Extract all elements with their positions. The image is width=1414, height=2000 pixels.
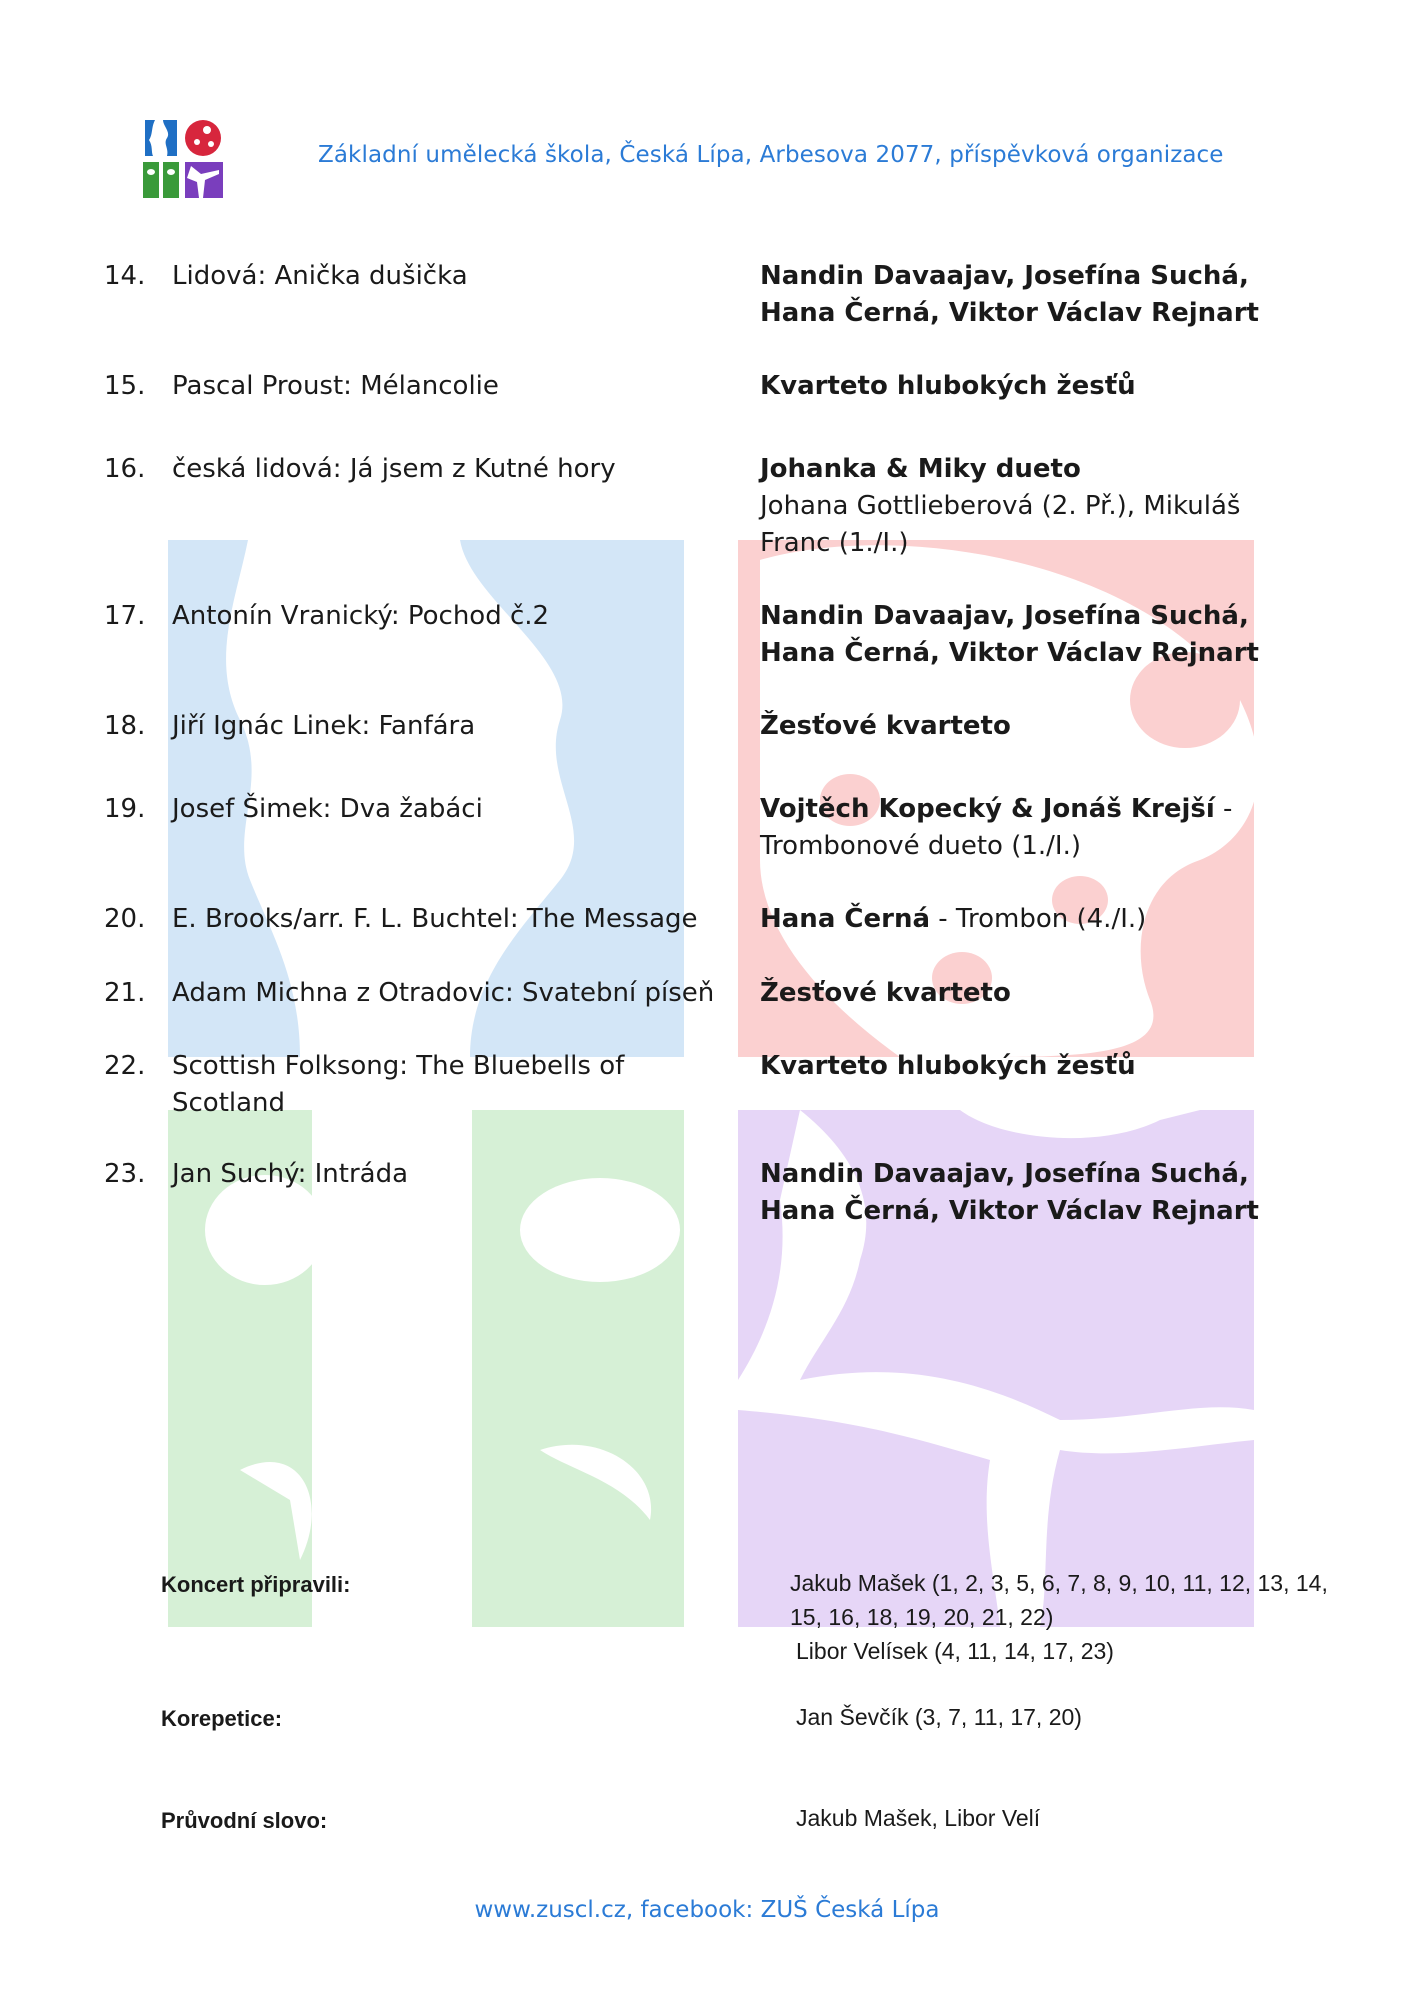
performer-name: Žesťové kvarteto — [760, 711, 1011, 741]
item-performers — [760, 791, 1280, 865]
item-number: 17. — [104, 601, 146, 631]
item-title: Adam Michna z Otradovic: Svatební píseň — [172, 978, 715, 1008]
item-title: E. Brooks/arr. F. L. Buchtel: The Message — [172, 904, 698, 934]
item-performers — [760, 708, 1280, 745]
credit-label-host: Průvodní slovo: — [161, 1808, 328, 1833]
item-number: 18. — [104, 711, 146, 741]
item-number: 21. — [104, 978, 146, 1008]
performer-name: Nandin Davaajav, Josefína Suchá, Hana Černá, Viktor Václav Rejnart — [760, 261, 1259, 328]
item-performers — [760, 901, 1280, 938]
credit-value-line: Libor Velísek (4, 11, 14, 17, 23) — [796, 1638, 1114, 1664]
item-title: česká lidová: Já jsem z Kutné hory — [172, 454, 616, 484]
credit-value-line: Jakub Mašek (1, 2, 3, 5, 6, 7, 8, 9, 10, 11, 12, 13, 14, 15, 16, 18, 19, 20, 21, 22) — [790, 1570, 1328, 1630]
item-number: 20. — [104, 904, 146, 934]
item-title: Antonín Vranický: Pochod č.2 — [172, 601, 550, 631]
item-number: 23. — [104, 1159, 146, 1189]
item-title: Josef Šimek: Dva žabáci — [172, 794, 483, 824]
performer-detail: - Trombonové dueto (1./I.) — [760, 794, 1233, 861]
item-number: 14. — [104, 261, 146, 291]
item-performers — [760, 451, 1280, 562]
item-number: 16. — [104, 454, 146, 484]
performer-name: Vojtěch Kopecký & Jonáš Krejší — [760, 794, 1215, 824]
performer-name: Nandin Davaajav, Josefína Suchá, Hana Černá, Viktor Václav Rejnart — [760, 601, 1259, 668]
performer-name: Johanka & Miky dueto — [760, 454, 1081, 484]
school-logo — [141, 118, 225, 202]
credit-value-prepared — [790, 1566, 1350, 1668]
item-performers — [760, 368, 1280, 405]
item-number: 19. — [104, 794, 146, 824]
performer-name: Hana Černá — [760, 904, 931, 934]
credit-label-accompaniment: Korepetice: — [161, 1706, 283, 1731]
item-performers — [760, 258, 1280, 332]
credit-label-prepared: Koncert připravili: — [161, 1572, 351, 1597]
item-title: Scottish Folksong: The Bluebells of Scotland — [172, 1051, 625, 1118]
performer-name: Žesťové kvarteto — [760, 978, 1011, 1008]
performer-detail: - Trombon (4./I.) — [930, 904, 1147, 934]
item-performers — [760, 975, 1280, 1012]
item-title: Jan Suchý: Intráda — [172, 1159, 409, 1189]
performer-name: Kvarteto hlubokých žesťů — [760, 1051, 1136, 1081]
performer-name: Nandin Davaajav, Josefína Suchá, Hana Černá, Viktor Václav Rejnart — [760, 1159, 1259, 1226]
item-title: Jiří Ignác Linek: Fanfára — [172, 711, 476, 741]
credit-value-accompaniment: Jan Ševčík (3, 7, 11, 17, 20) — [796, 1704, 1082, 1730]
school-name: Základní umělecká škola, Česká Lípa, Arbesova 2077, příspěvková organizace — [318, 142, 1224, 168]
item-title: Pascal Proust: Mélancolie — [172, 371, 499, 401]
item-performers — [760, 1048, 1280, 1085]
item-number: 15. — [104, 371, 146, 401]
item-title: Lidová: Anička dušička — [172, 261, 468, 291]
footer-links: www.zuscl.cz, facebook: ZUŠ Česká Lípa — [474, 1897, 940, 1923]
item-performers — [760, 1156, 1280, 1230]
performer-name: Kvarteto hlubokých žesťů — [760, 371, 1136, 401]
item-performers — [760, 598, 1280, 672]
performer-detail: Johana Gottlieberová (2. Př.), Mikuláš Franc (1./I.) — [760, 491, 1241, 558]
credit-value-host: Jakub Mašek, Libor Velí — [796, 1805, 1041, 1831]
item-number: 22. — [104, 1051, 146, 1081]
